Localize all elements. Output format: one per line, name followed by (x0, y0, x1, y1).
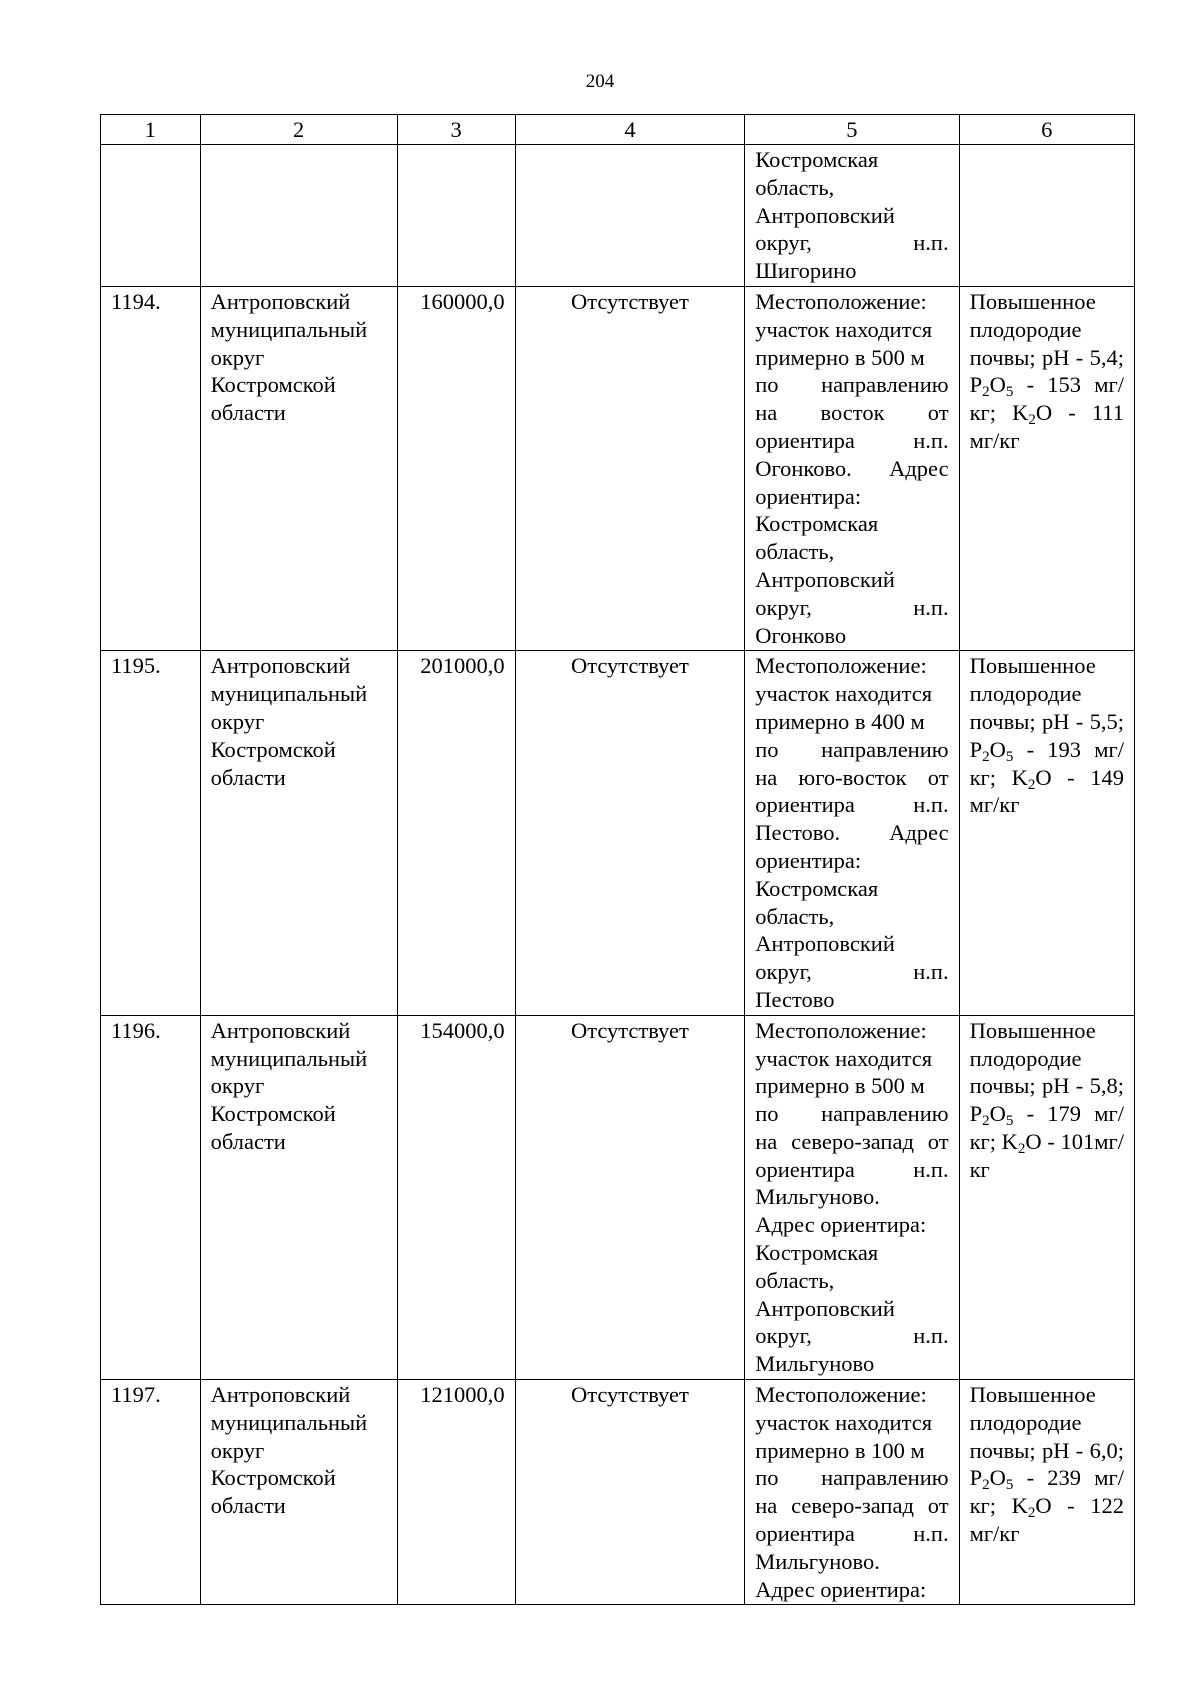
location-line: округ, н.п. (755, 594, 949, 620)
location-line: округ, н.п. (755, 230, 949, 256)
land-plots-table (100, 114, 1135, 1605)
area-cell: 154000,0 (397, 1015, 515, 1379)
table-row (101, 651, 1135, 1015)
location-line: Костромская (755, 147, 879, 172)
location-line: Антроповский (755, 931, 895, 957)
location-line: Местоположение: (755, 1017, 927, 1043)
municipality-cell: Антроповский муниципальный округ Костромской области (200, 651, 397, 1015)
location-line: Костромская (755, 1240, 879, 1266)
location-line: по направлению (755, 1101, 949, 1127)
location-line: Костромская (755, 511, 879, 537)
location-line: примерно в 500 м (755, 344, 925, 370)
location-line: ориентира: (755, 847, 862, 873)
location-cell (745, 1015, 959, 1379)
location-line: ориентира н.п. (755, 427, 949, 453)
location-cell (745, 651, 959, 1015)
k2o-value: 149 мг/кг (969, 764, 1124, 818)
fertility-cell: Повышенное плодородие почвы; pH - 6,0; $P_2O_5 - 239$ мг/кг; $K_2O - 122$ мг/кг (959, 1380, 1134, 1605)
column-number-header (101, 115, 1135, 145)
row-number: 1194. (101, 286, 201, 650)
k2o-value: 111 мг/кг (969, 400, 1124, 453)
location-line: участок находится (755, 316, 933, 342)
location-line: на восток от (755, 400, 949, 426)
row-number: 1196. (101, 1015, 201, 1379)
location-line: Адрес ориентира: (755, 1212, 927, 1238)
location-line: Мильгуново. (755, 1548, 880, 1574)
cadastral-cell: Отсутствует (515, 286, 745, 650)
location-line: примерно в 400 м (755, 708, 925, 734)
location-line: на северо-запад от (755, 1493, 949, 1519)
location-line: Антроповский (755, 566, 895, 592)
p2o5-value: 193 (1047, 736, 1082, 762)
location-line: область, (755, 1267, 835, 1293)
k2o-value: 101мг/кг (969, 1128, 1124, 1182)
location-line: округ, н.п. (755, 959, 949, 985)
location-line: Пестово. Адрес (755, 820, 949, 846)
fertility-text: Повышенное плодородие почвы; pH - 5,4; (969, 288, 1124, 370)
location-line: участок находится (755, 1409, 933, 1435)
location-line: Огонково (755, 622, 847, 648)
municipality-cell: Антроповский муниципальный округ Костромской области (200, 286, 397, 650)
fertility-cell: Повышенное плодородие почвы; pH - 5,5; $P_2O_5 - 193$ мг/кг; $K_2O - 149$ мг/кг (959, 651, 1134, 1015)
municipality-cell: Антроповский муниципальный округ Костромской области (200, 1380, 397, 1605)
continuation-row (101, 145, 1135, 287)
location-line: Шигорино (755, 258, 857, 284)
k2o-value: 122 мг/кг (969, 1493, 1124, 1547)
location-line: область, (755, 903, 835, 929)
location-line: область, (755, 539, 835, 565)
p2o5-value: 239 (1047, 1465, 1082, 1491)
column-header: 3 (397, 115, 515, 145)
column-header: 6 (959, 115, 1134, 145)
fertility-cell: Повышенное плодородие почвы; pH - 5,4; $P_2O_5 - 153$ мг/кг; $K_2O - 111$ мг/кг (959, 286, 1134, 650)
p2o5-value: 179 (1047, 1101, 1082, 1127)
column-header: 5 (745, 115, 959, 145)
location-line: по направлению (755, 372, 949, 398)
location-line: участок находится (755, 681, 933, 707)
location-line: Адрес ориентира: (755, 1576, 927, 1602)
location-line: Местоположение: (755, 653, 927, 679)
location-line: примерно в 500 м (755, 1073, 925, 1099)
location-line: Мильгуново (755, 1351, 875, 1377)
location-line: Антроповский (755, 202, 895, 228)
location-line: на северо-запад от (755, 1128, 949, 1154)
table-row (101, 1015, 1135, 1379)
location-line: по направлению (755, 1465, 949, 1491)
location-line: Огонково. Адрес (755, 455, 949, 481)
column-header: 1 (101, 115, 201, 145)
cadastral-cell: Отсутствует (515, 1015, 745, 1379)
location-line: Местоположение: (755, 288, 927, 314)
column-header: 4 (515, 115, 745, 145)
row-number: 1197. (101, 1380, 201, 1605)
fertility-cell: Повышенное плодородие почвы; pH - 5,8; $P_2O_5 - 179$ мг/кг; $K_2O - 101мг/кг$ (959, 1015, 1134, 1379)
location-line: округ, н.п. (755, 1323, 949, 1349)
p2o5-value: 153 (1047, 372, 1082, 398)
area-cell: 201000,0 (397, 651, 515, 1015)
table-row (101, 1380, 1135, 1605)
area-cell: 160000,0 (397, 286, 515, 650)
column-header: 2 (200, 115, 397, 145)
location-line: Антроповский (755, 1295, 895, 1321)
location-line: ориентира: (755, 483, 862, 509)
fertility-text: Повышенное плодородие почвы; pH - 6,0; (969, 1382, 1124, 1463)
location-line: ориентира н.п. (755, 792, 949, 818)
area-cell: 121000,0 (397, 1380, 515, 1605)
location-line: ориентира н.п. (755, 1156, 949, 1182)
cadastral-cell: Отсутствует (515, 1380, 745, 1605)
location-line: на юго-восток от (755, 764, 949, 790)
fertility-text: Повышенное плодородие почвы; pH - 5,8; (969, 1017, 1124, 1099)
municipality-cell: Антроповский муниципальный округ Костромской области (200, 1015, 397, 1379)
location-line: Местоположение: (755, 1382, 927, 1408)
location-line: Мильгуново. (755, 1184, 880, 1210)
location-line: по направлению (755, 736, 949, 762)
page-number: 204 (585, 71, 615, 92)
location-line: участок находится (755, 1045, 933, 1071)
row-number: 1195. (101, 651, 201, 1015)
cadastral-cell: Отсутствует (515, 651, 745, 1015)
location-cell (745, 1380, 959, 1605)
location-line: примерно в 100 м (755, 1437, 925, 1463)
fertility-text: Повышенное плодородие почвы; pH - 5,5; (969, 653, 1124, 734)
location-line: Пестово (755, 986, 835, 1012)
location-line: область, (755, 174, 835, 200)
location-cell (745, 145, 959, 287)
location-cell (745, 286, 959, 650)
table-row (101, 286, 1135, 650)
location-line: ориентира н.п. (755, 1521, 949, 1547)
location-line: Костромская (755, 875, 879, 901)
